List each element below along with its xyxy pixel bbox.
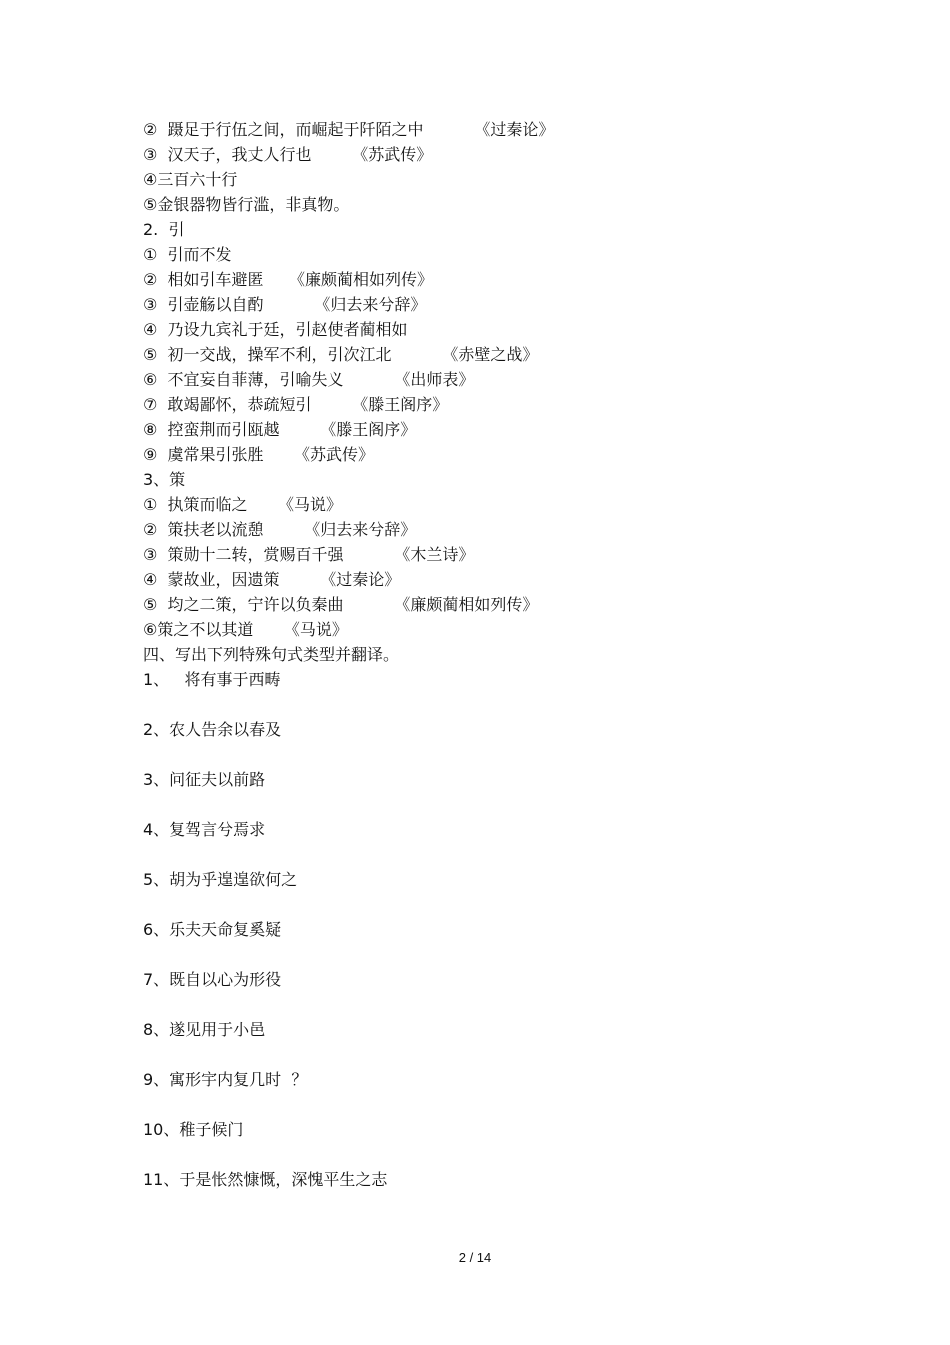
text-line: ⑤ 初一交战，操军不利，引次江北 《赤壁之战》 xyxy=(143,345,539,364)
text-line: ⑧ 控蛮荆而引瓯越 《滕王阁序》 xyxy=(143,420,417,439)
text-line: ⑨ 虞常果引张胜 《苏武传》 xyxy=(143,445,375,464)
section-heading-ce: 3、策 xyxy=(143,470,186,489)
text-line: ⑥ 不宜妄自菲薄，引喻失义 《出师表》 xyxy=(143,370,475,389)
text-line: ③ 引壶觞以自酌 《归去来兮辞》 xyxy=(143,295,427,314)
text-line: ⑥策之不以其道 《马说》 xyxy=(143,620,348,639)
section-heading-yin: 2. 引 xyxy=(143,220,185,239)
question-item: 8、遂见用于小邑 xyxy=(143,1020,266,1039)
question-item: 4、复驾言兮焉求 xyxy=(143,820,266,839)
text-line: ② 蹑足于行伍之间，而崛起于阡陌之中 《过秦论》 xyxy=(143,120,555,139)
question-item: 10、稚子候门 xyxy=(143,1120,244,1139)
text-line: ④三百六十行 xyxy=(143,170,238,189)
text-line: ② 策扶老以流憩 《归去来兮辞》 xyxy=(143,520,417,539)
question-item: 6、乐夫天命复奚疑 xyxy=(143,920,282,939)
text-line: ③ 策勋十二转，赏赐百千强 《木兰诗》 xyxy=(143,545,475,564)
text-line: ② 相如引车避匿 《廉颇蔺相如列传》 xyxy=(143,270,433,289)
text-line: ① 引而不发 xyxy=(143,245,232,264)
document-body xyxy=(143,117,843,1217)
question-item: 1、 将有事于西畴 xyxy=(143,670,281,689)
section-heading-four: 四、写出下列特殊句式类型并翻译。 xyxy=(143,645,400,664)
question-item: 11、于是怅然慷慨，深愧平生之志 xyxy=(143,1170,388,1189)
text-line: ⑤ 均之二策，宁许以负秦曲 《廉颇蔺相如列传》 xyxy=(143,595,539,614)
text-line: ⑤金银器物皆行滥，非真物。 xyxy=(143,195,350,214)
text-line: ③ 汉天子，我丈人行也 《苏武传》 xyxy=(143,145,433,164)
text-line: ④ 乃设九宾礼于廷，引赵使者蔺相如 xyxy=(143,320,408,339)
text-line: ④ 蒙故业，因遗策 《过秦论》 xyxy=(143,570,401,589)
question-item: 9、寓形宇内复几时 ？ xyxy=(143,1070,308,1089)
text-line: ⑦ 敢竭鄙怀，恭疏短引 《滕王阁序》 xyxy=(143,395,449,414)
question-item: 3、问征夫以前路 xyxy=(143,770,266,789)
page-number: 2 / 14 xyxy=(458,1250,492,1265)
text-line: ① 执策而临之 《马说》 xyxy=(143,495,343,514)
question-item: 5、胡为乎遑遑欲何之 xyxy=(143,870,298,889)
question-item: 2、农人告余以春及 xyxy=(143,720,282,739)
question-item: 7、既自以心为形役 xyxy=(143,970,282,989)
